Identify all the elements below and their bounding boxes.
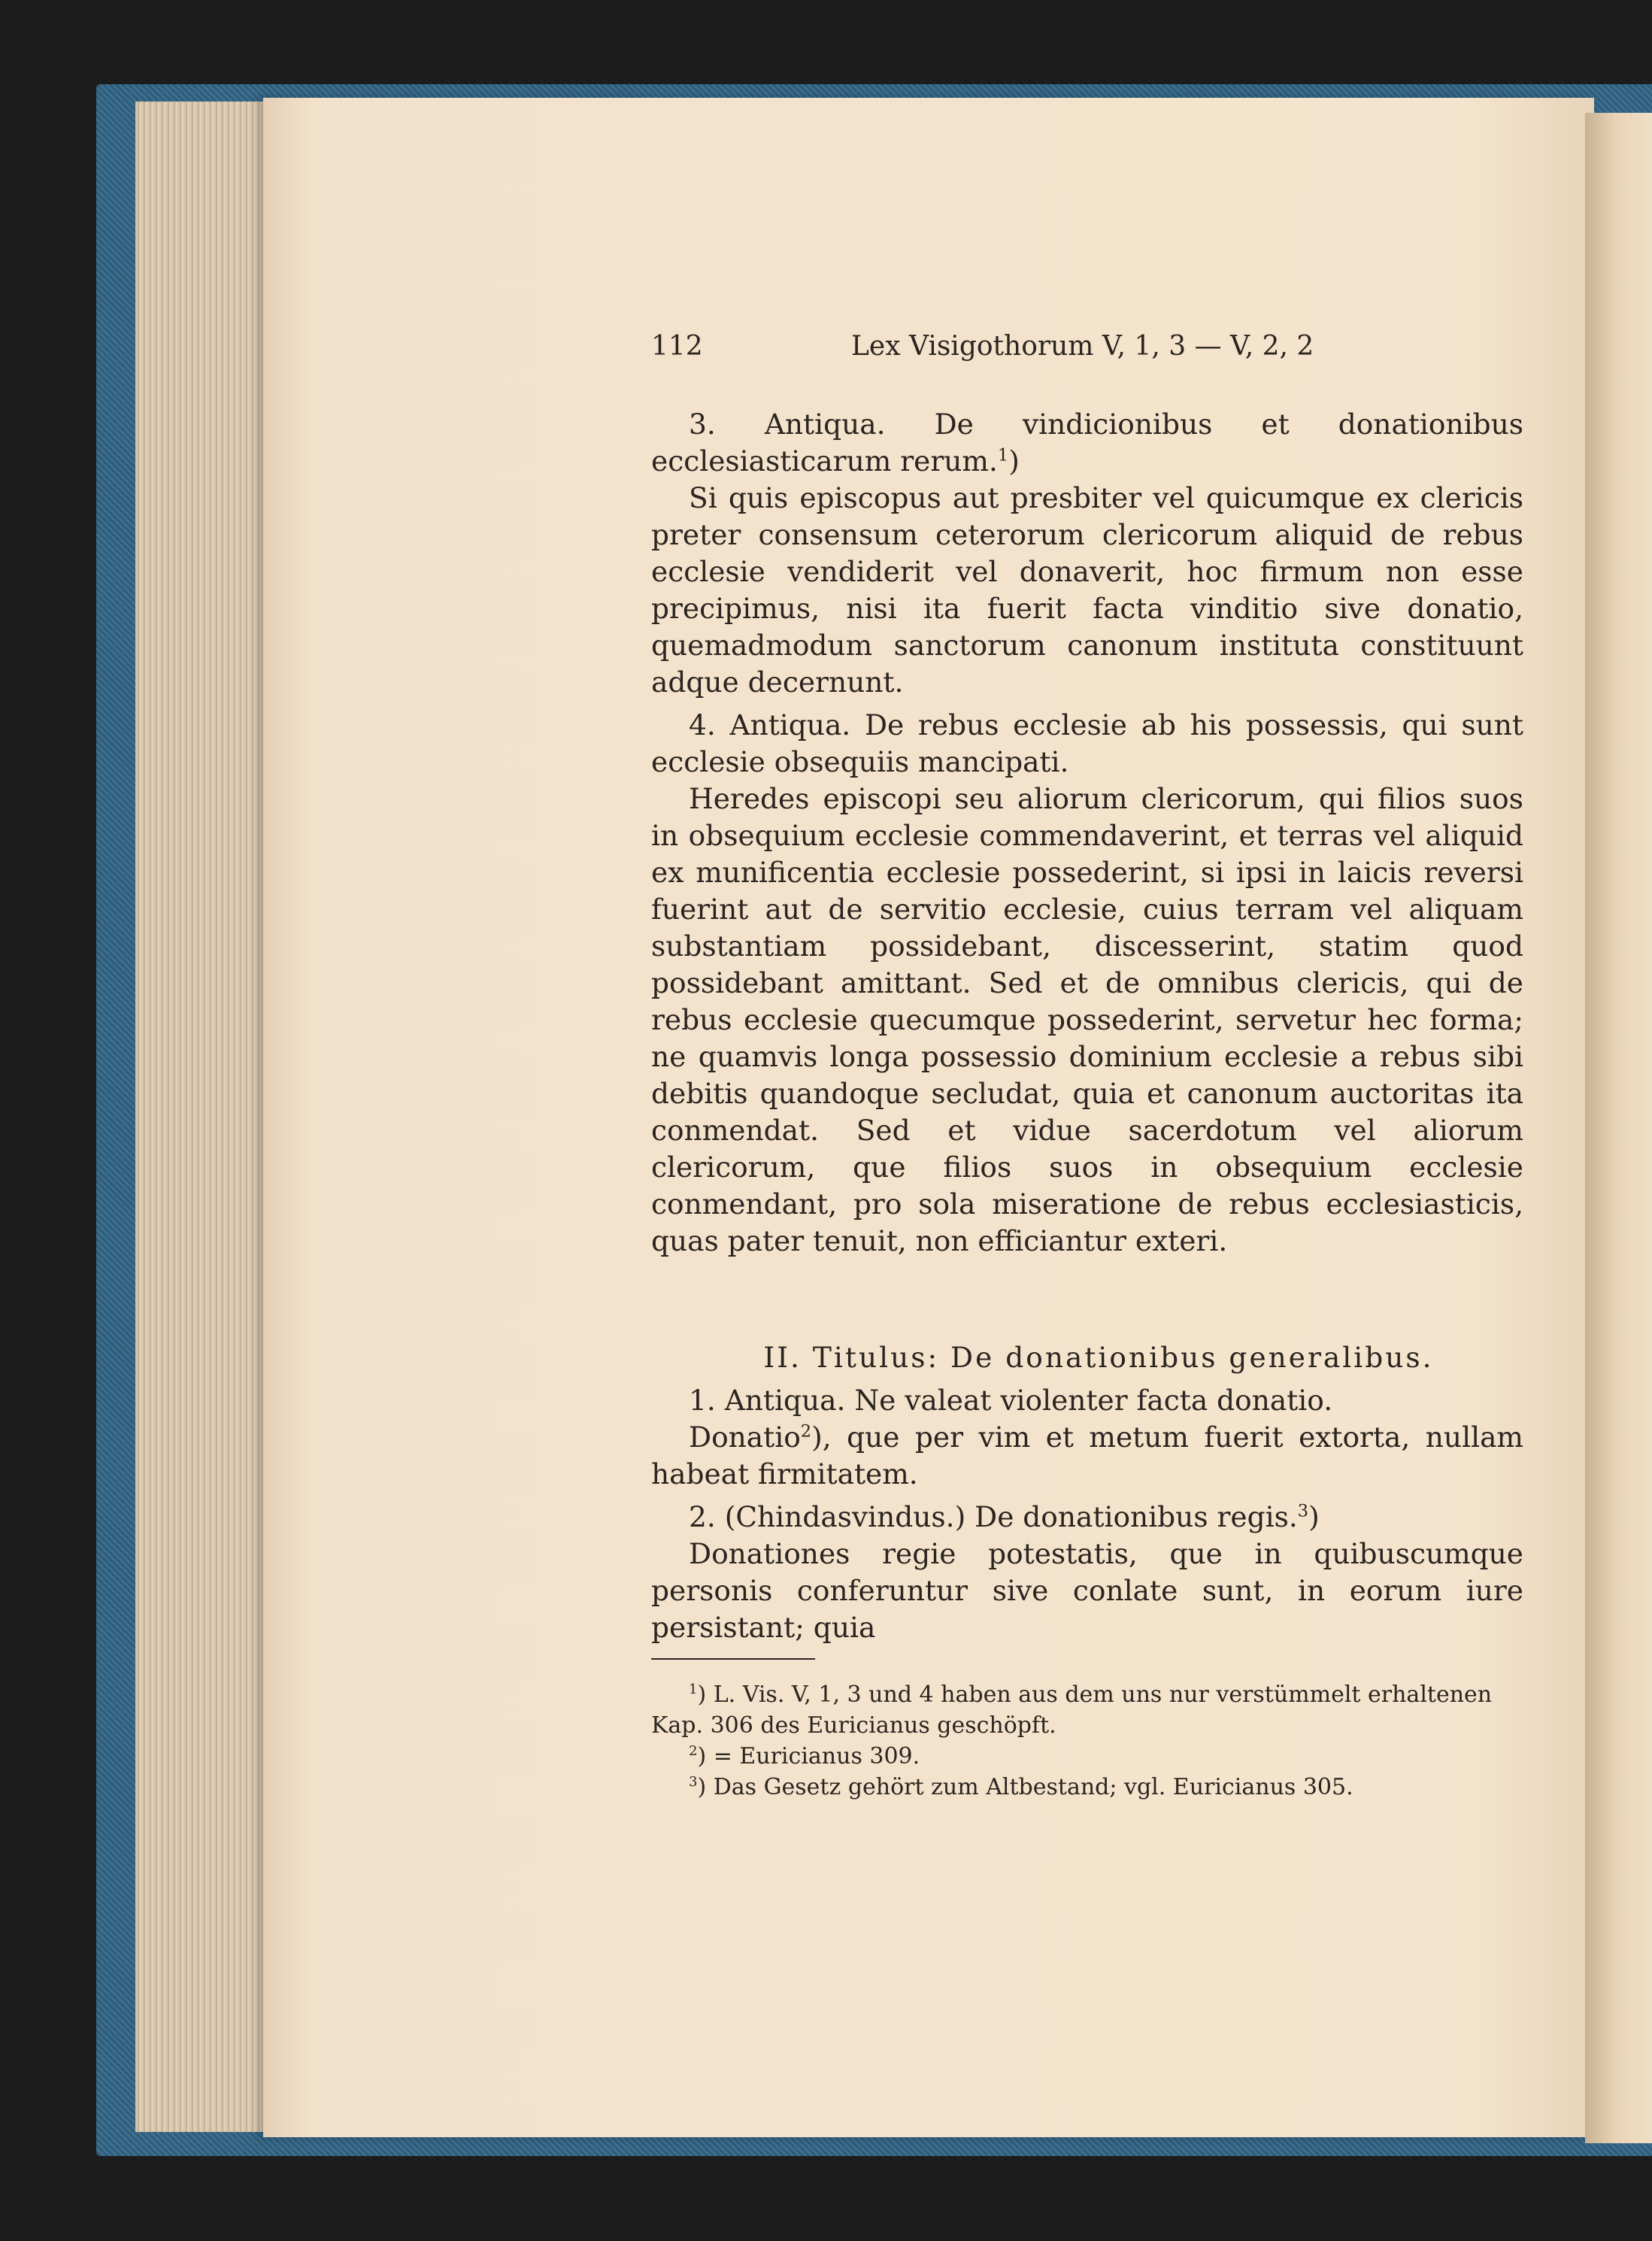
paragraph: Donationes regie potestatis, que in quibuscumque personis conferuntur sive conlate sunt, in eorum iure persistant; quia xyxy=(651,1537,1523,1644)
section-heading-2: 2. (Chindasvindus.) De donationibus regis.$^3$) xyxy=(689,1500,1320,1533)
paragraph: Si quis episcopus aut presbiter vel quicumque ex clericis preter consensum ceterorum clericorum aliquid de rebus ecclesie vendiderit vel donaverit, hoc firmum non esse precipimus, nisi ita fuerit facta vinditio sive donatio, quemadmodum sanctorum canonum instituta constituunt adque decernunt. xyxy=(651,481,1523,699)
running-title: Lex Visigothorum V, 1, 3 — V, 2, 2 xyxy=(851,331,1314,362)
footnote-rule xyxy=(651,1658,815,1660)
facing-page-edge xyxy=(1585,113,1652,2143)
footnote: $^1$) L. Vis. V, 1, 3 und 4 haben aus dem uns nur verstümmelt erhaltenen Kap. 306 des Euricianus geschöpft. xyxy=(651,1682,1493,1739)
section-heading-4: 4. Antiqua. De rebus ecclesie ab his possessis, qui sunt ecclesie obsequiis mancipati. xyxy=(651,708,1523,778)
footnote-ref-2: 2 xyxy=(800,1421,812,1442)
running-head xyxy=(651,331,1523,368)
section-heading-1: 1. Antiqua. Ne valeat violenter facta donatio. xyxy=(689,1384,1333,1417)
page-body xyxy=(651,406,1523,1803)
footnote: $^2$) = Euricianus 309. xyxy=(689,1743,920,1769)
paragraph: Heredes episcopi seu aliorum clericorum, qui filios suos in obsequium ecclesie commendaverint, et terras vel aliquid ex munificentia ecclesie possederint, si ipsi in laicis reversi fuerint aut de servitio ecclesie, cuius terram vel aliquam substantiam possidebant, discesserint, statim quod possidebant amittant. Sed et de omnibus clericis, qui de rebus ecclesie quecumque possederint, servetur hec forma; ne quamvis longa possessio dominium ecclesie a rebus sibi debitis quandoque secludat, quia et canonum auctoritas ita conmendat. Sed et vidue sacerdotum vel aliorum clericorum, que filios suos in obsequium ecclesie conmendant, pro sola miseratione de rebus ecclesiasticis, quas pater tenuit, non efficiantur exteri. xyxy=(651,782,1523,1257)
page-edges xyxy=(135,102,278,2132)
page-number: 112 xyxy=(651,331,703,362)
paragraph: Donatio$^2$), que per vim et metum fuerit extorta, nullam habeat firmitatem. xyxy=(651,1421,1523,1490)
footnote-ref-3: 3 xyxy=(1297,1501,1309,1521)
footnote-ref-1: 1 xyxy=(997,445,1009,465)
title-heading: II. Titulus: De donationibus generalibus. xyxy=(763,1341,1434,1374)
section-heading-3: 3. Antiqua. De vindicionibus et donationibus ecclesiasticarum rerum.$^1$) xyxy=(651,408,1523,478)
footnote: $^3$) Das Gesetz gehört zum Altbestand; vgl. Euricianus 305. xyxy=(689,1774,1353,1800)
